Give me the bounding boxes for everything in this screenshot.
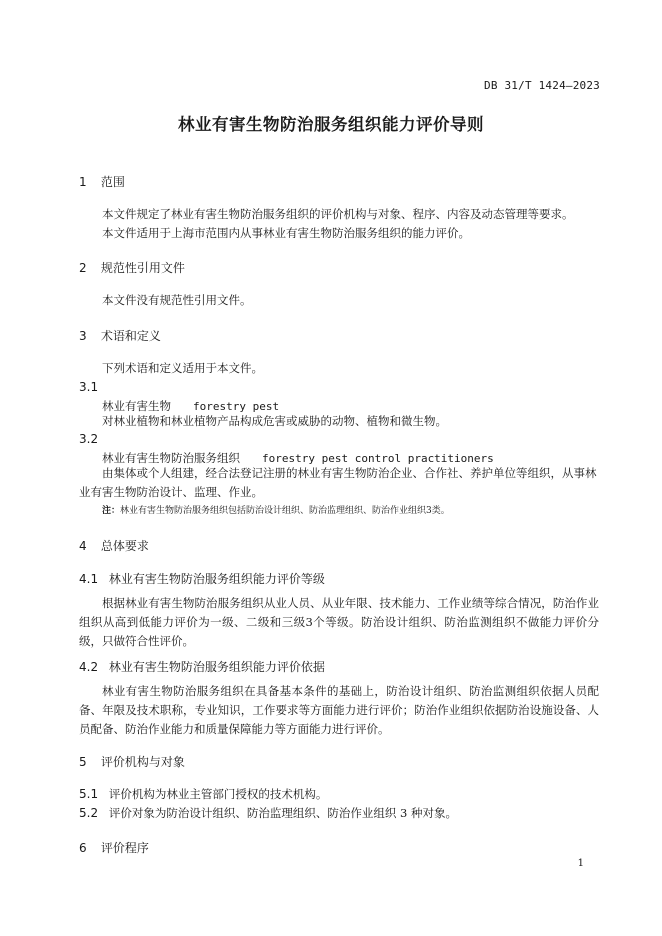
document-code: DB 31/T 1424—2023 — [484, 79, 600, 92]
section-title: 术语和定义 — [100, 329, 161, 343]
note-label: 注： — [102, 506, 121, 516]
section-number: 3 — [79, 329, 87, 343]
section-3-intro: 下列术语和定义适用于本文件。 — [102, 361, 263, 375]
section-number: 6 — [79, 841, 87, 855]
term-3-2-note — [102, 503, 450, 516]
section-title: 评价程序 — [100, 841, 149, 855]
term-chinese: 林业有害生物防治服务组织 — [102, 451, 240, 465]
section-number: 1 — [79, 175, 87, 189]
section-title: 总体要求 — [100, 539, 149, 553]
subsection-number: 4.2 — [79, 660, 99, 674]
section-4-2-heading — [79, 658, 325, 675]
section-1-paragraph-1: 本文件规定了林业有害生物防治服务组织的评价机构与对象、程序、内容及动态管理等要求。 — [102, 207, 574, 221]
section-2-heading — [79, 259, 185, 276]
subsection-number: 5.1 — [79, 787, 99, 801]
section-number: 5 — [79, 755, 87, 769]
subsection-title: 林业有害生物防治服务组织能力评价等级 — [108, 572, 325, 586]
page-number: 1 — [577, 858, 584, 869]
document-title: 林业有害生物防治服务组织能力评价导则 — [178, 115, 484, 134]
section-6-heading — [79, 839, 149, 856]
term-3-2-definition-line-2: 业有害生物防治设计、监理、作业。 — [79, 485, 263, 499]
section-title: 范围 — [100, 175, 125, 189]
note-text: 林业有害生物防治服务组织包括防治设计组织、防治监理组织、防治作业组织3类。 — [120, 506, 450, 516]
term-english: forestry pest — [193, 400, 280, 413]
section-4-2-paragraph: 林业有害生物防治服务组织在具备基本条件的基础上，防治设计组织、防治监测组织依据人员配备、年限及技术职称，专业知识，工作要求等方面能力进行评价；防治作业组织依据防治设施设备、人员配备、防治作业能力和质量保障能力等方面能力进行评价。 — [79, 684, 599, 736]
term-chinese: 林业有害生物 — [102, 399, 171, 413]
term-3-1-definition: 对林业植物和林业植物产品构成危害或威胁的动物、植物和微生物。 — [102, 414, 447, 428]
subsection-text: 评价对象为防治设计组织、防治监理组织、防治作业组织 3 种对象。 — [108, 806, 457, 820]
subsection-number: 4.1 — [79, 572, 99, 586]
section-4-heading — [79, 537, 149, 554]
section-5-heading — [79, 753, 185, 770]
term-3-2-number: 3.2 — [79, 432, 99, 446]
section-3-heading — [79, 327, 161, 344]
subsection-number: 5.2 — [79, 806, 99, 820]
section-number: 4 — [79, 539, 87, 553]
section-title: 评价机构与对象 — [100, 755, 185, 769]
section-1-heading — [79, 173, 125, 190]
section-title: 规范性引用文件 — [100, 261, 185, 275]
term-english: forestry pest control practitioners — [262, 452, 494, 465]
section-number: 2 — [79, 261, 87, 275]
section-4-1-paragraph: 根据林业有害生物防治服务组织从业人员、从业年限、技术能力、工作业绩等综合情况，防治作业组织从高到低能力评价为一级、二级和三级3个等级。防治设计组织、防治监测组织不做能力评价分级，只做符合性评价。 — [79, 596, 599, 648]
term-3-2-definition-line-1: 由集体或个人组建，经合法登记注册的林业有害生物防治企业、合作社、养护单位等组织，从事林 — [102, 466, 597, 480]
section-4-1-heading — [79, 570, 325, 587]
section-1-paragraph-2: 本文件适用于上海市范围内从事林业有害生物防治服务组织的能力评价。 — [102, 226, 470, 240]
term-3-1-number: 3.1 — [79, 380, 99, 394]
section-2-paragraph: 本文件没有规范性引用文件。 — [102, 293, 252, 307]
subsection-text: 评价机构为林业主管部门授权的技术机构。 — [108, 787, 328, 801]
section-5-1 — [79, 786, 327, 802]
subsection-title: 林业有害生物防治服务组织能力评价依据 — [108, 660, 325, 674]
section-5-2 — [79, 805, 457, 821]
